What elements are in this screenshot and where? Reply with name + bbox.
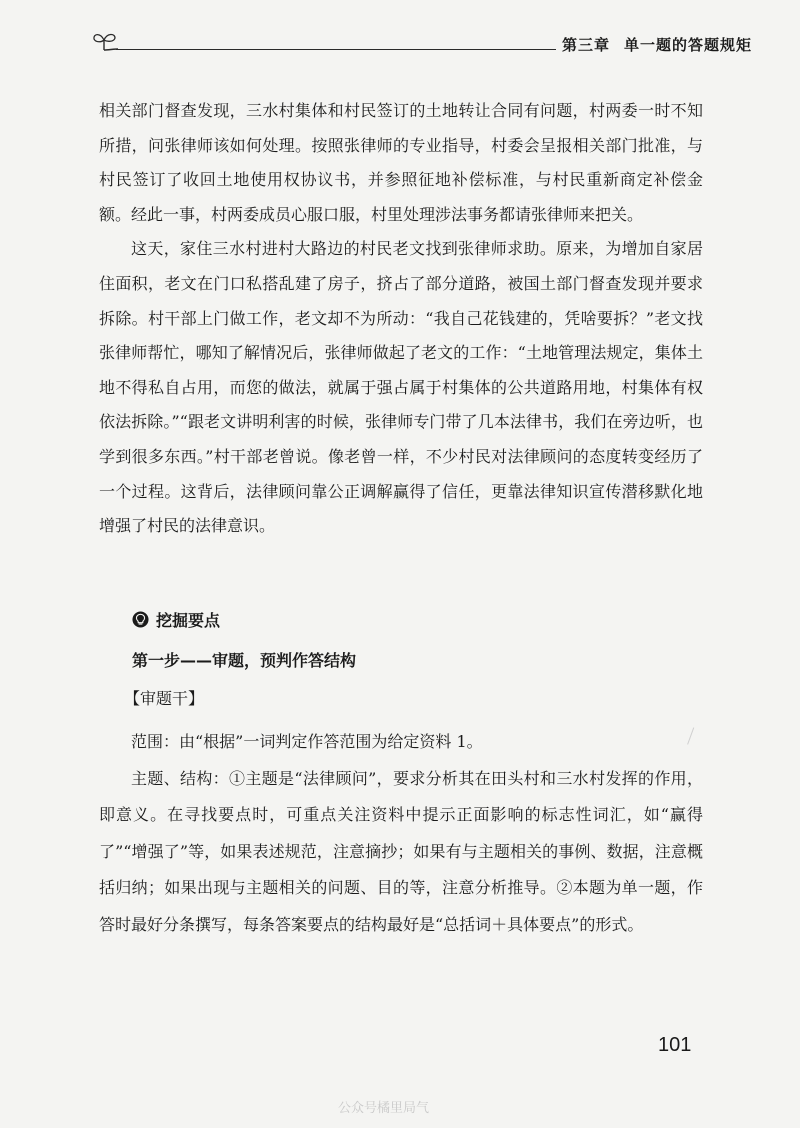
chapter-heading bbox=[562, 34, 752, 55]
paragraph: 这天，家住三水村进村大路边的村民老文找到张律师求助。原来，为增加自家居住面积，老文在门口私搭乱建了房子，挤占了部分道路，被国土部门督查发现并要求拆除。村干部上门做工作，老文却不为所动：“我自己花钱建的，凭啥要拆？”老文找张律师帮忙，哪知了解情况后，张律师做起了老文的工作：“土地管理法规定，集体土地不得私自占用，而您的做法，就属于强占属于村集体的公共道路用地，村集体有权依法拆除。”“跟老文讲明利害的时候，张律师专门带了几本法律书，我们在旁边听，也学到很多东西。”村干部老曾说。像老曾一样，不少村民对法律顾问的态度转变经历了一个过程。这背后，法律顾问靠公正调解赢得了信任，更靠法律知识宣传潜移默化地增强了村民的法律意识。 bbox=[99, 239, 703, 536]
paragraph: 范围：由“根据”一词判定作答范围为给定资料 1。 bbox=[131, 732, 483, 751]
lightbulb-icon bbox=[132, 611, 149, 628]
chapter-title: 单一题的答题规矩 bbox=[624, 36, 753, 54]
running-header bbox=[92, 28, 753, 58]
paragraph: 相关部门督查发现，三水村集体和村民签订的土地转让合同有问题，村两委一时不知所措，问张律师该如何处理。按照张律师的专业指导，村委会呈报相关部门批准，与村民签订了收回土地使用权协议书，并参照征地补偿标准，与村民重新商定补偿金额。经此一事，村两委成员心服口服，村里处理涉法事务都请张律师来把关。 bbox=[99, 101, 703, 224]
step-heading: 第一步——审题，预判作答结构 bbox=[132, 651, 357, 670]
sprout-icon bbox=[92, 28, 118, 52]
paragraph: 主题、结构：①主题是“法律顾问”，要求分析其在田头村和三水村发挥的作用，即意义。在寻找要点时，可重点关注资料中提示正面影响的标志性词汇，如“赢得了”“增强了”等，如果表述规范，注意摘抄；如果有与主题相关的事例、数据，注意概括归纳；如果出现与主题相关的问题、目的等，注意分析推导。②本题为单一题，作答时最好分条撰写，每条答案要点的结构最好是“总括词＋具体要点”的形式。 bbox=[99, 768, 703, 934]
header-rule bbox=[116, 49, 556, 50]
chapter-number: 第三章 bbox=[562, 36, 611, 54]
body-text-top bbox=[99, 94, 703, 544]
section-heading bbox=[132, 608, 220, 631]
section-title: 挖掘要点 bbox=[156, 611, 221, 630]
page-number: 101 bbox=[658, 1034, 692, 1056]
body-text-bottom bbox=[99, 724, 703, 944]
watermark: 公众号橘里局气 bbox=[338, 1101, 430, 1116]
tag-label: 【审题干】 bbox=[124, 689, 205, 708]
